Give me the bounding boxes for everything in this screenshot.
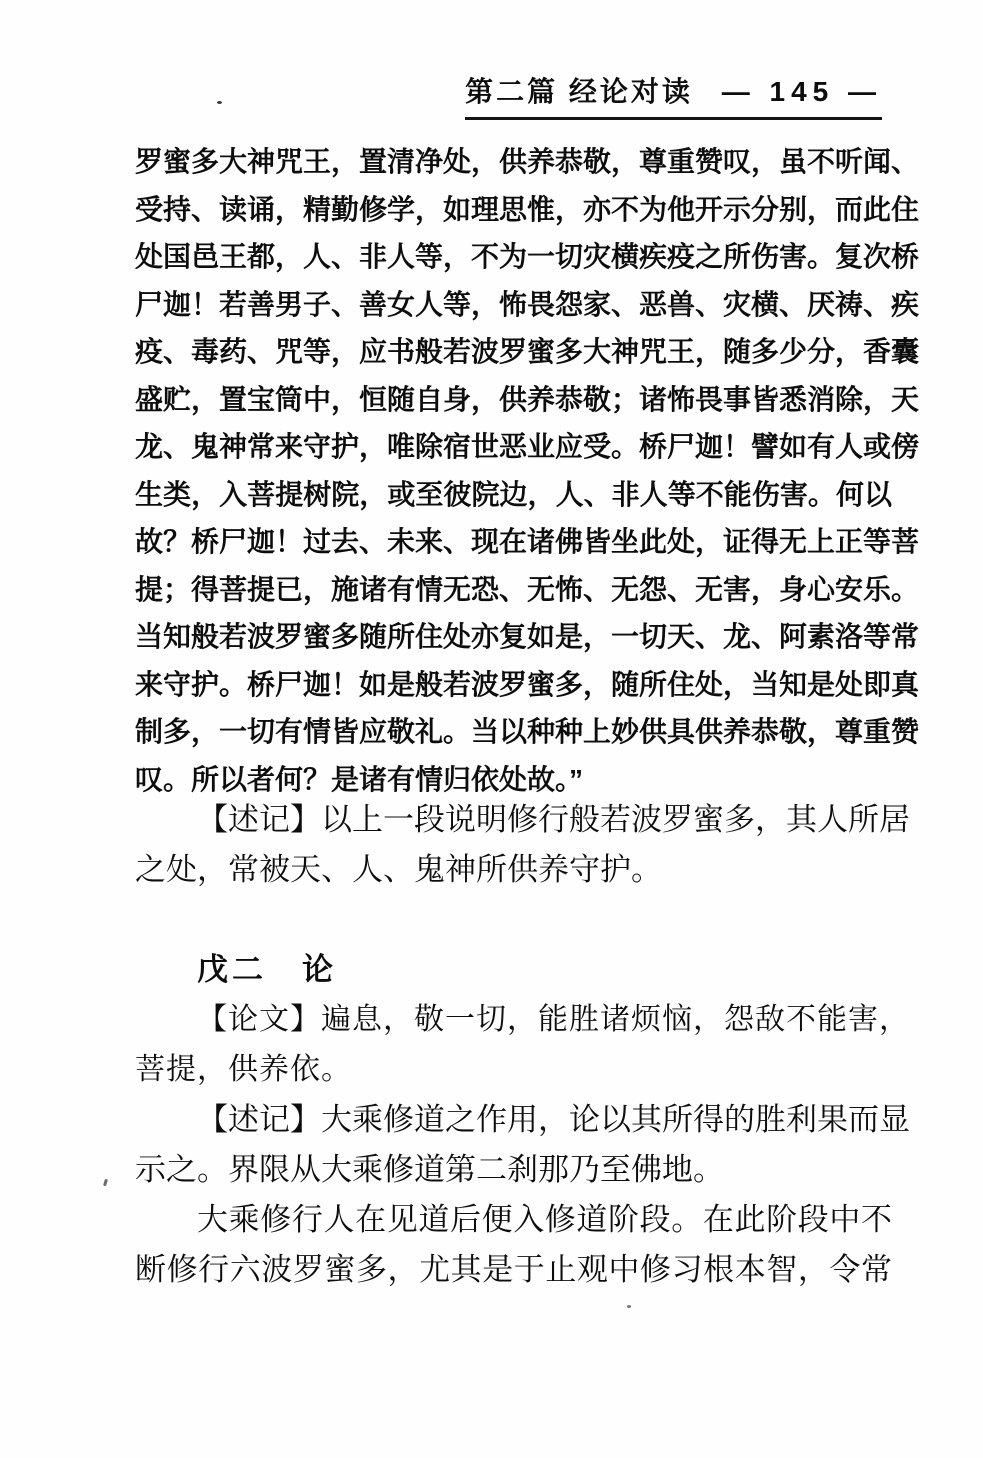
sutra-line: 当知般若波罗蜜多随所住处亦复如是，一切天、龙、阿素洛等常: [135, 621, 920, 652]
shuji-paragraph-1: [135, 795, 910, 895]
shuji-line: 【述记】大乘修道之作用，论以其所得的胜利果而显: [197, 1102, 910, 1137]
sutra-line: 龙、鬼神常来守护，唯除宿世恶业应受。桥尸迦！譬如有人或傍: [135, 431, 920, 462]
sutra-line: 制多，一切有情皆应敬礼。当以种种上妙供具供养恭敬，尊重赞: [135, 716, 920, 747]
sutra-line: 来守护。桥尸迦！如是般若波罗蜜多，随所住处，当知是处即真: [135, 668, 920, 700]
text-body: [135, 138, 920, 1295]
sutra-line: 尸迦！若善男子、善女人等，怖畏怨家、恶兽、灾横、厌祷、疾: [135, 288, 920, 320]
sutra-line: 提；得菩提已，施诸有情无恐、无怖、无怨、无害，身心安乐。: [135, 573, 920, 605]
sutra-line: 疫、毒药、咒等，应书般若波罗蜜多大神咒王，随多少分，香囊: [135, 336, 920, 367]
section-heading: 戊二 论: [197, 952, 337, 987]
shuji-line: 示之。界限从大乘修道第二刹那乃至佛地。: [135, 1152, 724, 1187]
lunwen-paragraph: [135, 995, 910, 1095]
commentary-block: [135, 795, 910, 1295]
body-line: 断修行六波罗蜜多，尤其是于止观中修习根本智，令常: [135, 1252, 892, 1287]
shuji-line: 【述记】以上一段说明修行般若波罗蜜多，其人所居: [197, 802, 910, 837]
sutra-line: 处国邑王都，人、非人等，不为一切灾横疾疫之所伤害。复次桥: [135, 241, 920, 272]
body-line: 大乘修行人在见道后便入修道阶段。在此阶段中不: [197, 1202, 892, 1237]
sutra-quotation: [135, 138, 920, 803]
lunwen-line: 菩提，供养依。: [135, 1053, 352, 1086]
scan-speck: [103, 1179, 108, 1187]
sutra-line: 盛贮，置宝筒中，恒随自身，供养恭敬；诸怖畏事皆悉消除，天: [135, 383, 920, 415]
lunwen-line: 【论文】遍息，敬一切，能胜诸烦恼，怨敌不能害，: [197, 1003, 910, 1036]
scan-speck: [217, 101, 222, 104]
sutra-line: 罗蜜多大神咒王，置清净处，供养恭敬，尊重赞叹，虽不听闻、: [135, 146, 920, 177]
chapter-title: 第二篇 经论对读: [465, 76, 693, 107]
sutra-line: 生类，入菩提树院，或至彼院边，人、非人等不能伤害。何以: [135, 478, 892, 510]
page-number: — 145 —: [721, 76, 882, 107]
sutra-line: 故？桥尸迦！过去、未来、现在诸佛皆坐此处，证得无上正等菩: [135, 526, 920, 557]
shuji-line: 之处，常被天、人、鬼神所供养守护。: [135, 852, 662, 887]
scan-speck: [627, 1305, 631, 1308]
sutra-line: 受持、读诵，精勤修学，如理思惟，亦不为他开示分别，而此住: [135, 193, 920, 225]
running-head: [465, 70, 882, 120]
body-paragraph: [135, 1195, 892, 1295]
blank-line: [135, 895, 892, 945]
shuji-paragraph-2: [135, 1095, 910, 1195]
sutra-line: 叹。所以者何？是诸有情归依处故。”: [135, 763, 584, 795]
